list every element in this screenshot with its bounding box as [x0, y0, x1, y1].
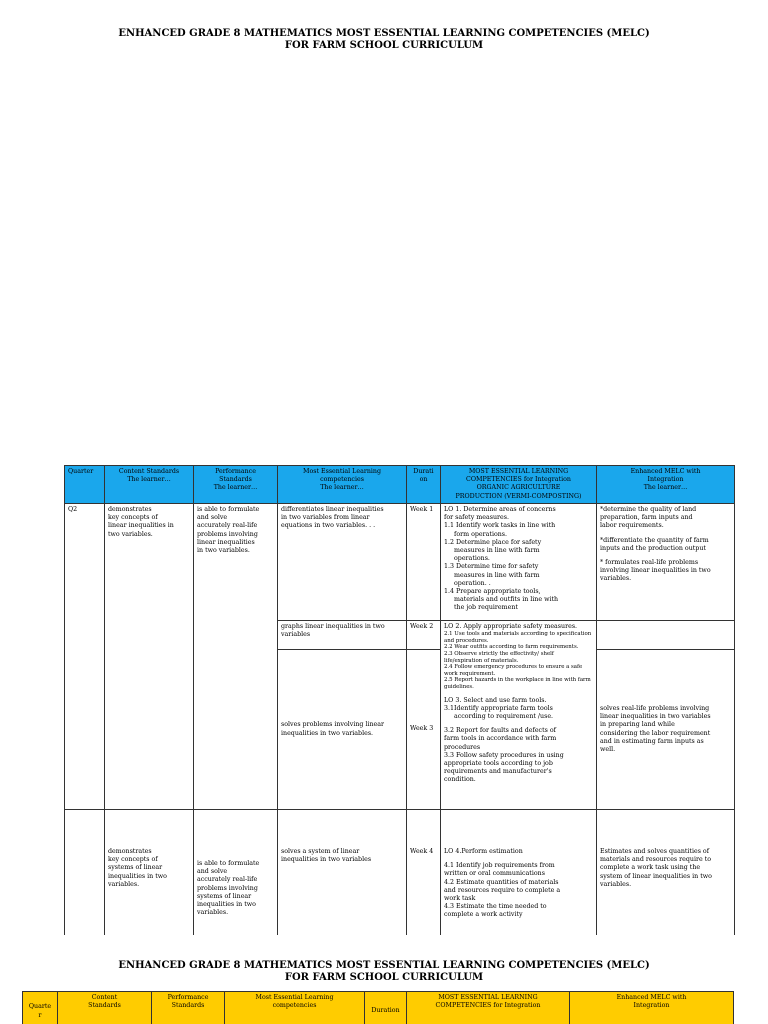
table-row — [65, 504, 735, 621]
performance-standards-cell: is able to formulate and solve accurately real-life problems involving linear inequalities in two variables. — [194, 504, 278, 810]
melc-table — [64, 465, 735, 935]
header-duration: Duration — [365, 992, 407, 1024]
header-quarter: Quarte r — [23, 992, 58, 1024]
duration-cell: Week 2 — [407, 621, 441, 650]
melc-cell: graphs linear inequalities in two variables — [278, 621, 407, 650]
table-row — [65, 810, 735, 936]
header-enhanced-melc: Enhanced MELC with Integration The learner… — [597, 466, 735, 504]
header-integration: MOST ESSENTIAL LEARNING COMPETENCIES for Integration ORGANIC AGRICULTURE PRODUCTION (VERMI-COMPOSTING) — [441, 466, 597, 504]
melc-table-page-2 — [22, 991, 734, 1024]
header-content-standards: Content Standards The learner… — [105, 466, 194, 504]
duration-cell: Week 3 — [407, 650, 441, 810]
enhanced-melc-cell: *determine the quality of land preparation, farm inputs and labor requirements. *differentiate the quantity of farm inputs and the production output * formulates real-life problems involving linear inequalities in two variables. — [597, 504, 735, 621]
title-line-2: FOR FARM SCHOOL CURRICULUM — [284, 40, 484, 51]
header-performance-standards: Performance Standards — [152, 992, 225, 1024]
title-line-1: ENHANCED GRADE 8 MATHEMATICS MOST ESSENTIAL LEARNING COMPETENCIES (MELC) — [118, 28, 650, 39]
header-melc: Most Essential Learning competencies — [225, 992, 365, 1024]
header-enhanced-melc: Enhanced MELC with Integration — [570, 992, 734, 1024]
duration-cell: Week 4 — [407, 810, 441, 936]
integration-cell-lo2-lo3: LO 2. Apply appropriate safety measures. 2.1 Use tools and materials according to specification and procedures. 2.2 Wear outfits according to farm requirements. 2.3 Observe strictly the effectivity/ shelf life/expiration of materials. 2.4 Follow emergency procedures to ensure a safe work requirement. 2.5 Report hazards in the workplace in line with farm guidelines. LO 3. Select and use farm tools. 3.1Identify appropriate farm tools according to requirement /use. 3.2 Report for faults and defects of farm tools in accordance with farm procedures 3.3 Follow safety procedures in using appropriate tools according to job requirements and manufacturer's condition. — [441, 621, 597, 810]
enhanced-melc-cell — [597, 621, 735, 650]
enhanced-melc-cell: Estimates and solves quantities of materials and resources require to complete a work task using the system of linear inequalities in two variables. — [597, 810, 735, 936]
header-quarter: Quarter — [65, 466, 105, 504]
content-standards-cell: demonstrates key concepts of linear inequalities in two variables. — [105, 504, 194, 810]
integration-cell-lo4: LO 4.Perform estimation 4.1 Identify job requirements from written or oral communications 4.2 Estimate quantities of materials and resources require to complete a work task 4.3 Estimate the time needed to complete a work activity — [441, 810, 597, 936]
performance-standards-cell: is able to formulate and solve accurately real-life problems involving systems of linear inequalities in two variables. — [194, 810, 278, 936]
header-integration: MOST ESSENTIAL LEARNING COMPETENCIES for Integration — [407, 992, 570, 1024]
enhanced-melc-cell: solves real-life problems involving linear inequalities in two variables in preparing land while considering the labor requirement and in estimating farm inputs as well. — [597, 650, 735, 810]
quarter-cell: Q2 — [65, 504, 105, 810]
header-melc: Most Essential Learning competencies The learner… — [278, 466, 407, 504]
duration-cell: Week 1 — [407, 504, 441, 621]
melc-cell: solves problems involving linear inequalities in two variables. — [278, 650, 407, 810]
melc-cell: solves a system of linear inequalities in two variables — [278, 810, 407, 936]
header-content-standards: Content Standards — [58, 992, 152, 1024]
header-performance-standards: Performance Standards The learner… — [194, 466, 278, 504]
header-duration: Durati on — [407, 466, 441, 504]
page-2-title-line-1: ENHANCED GRADE 8 MATHEMATICS MOST ESSENTIAL LEARNING COMPETENCIES (MELC) — [118, 960, 650, 971]
page-2-title — [0, 960, 768, 984]
melc-cell: differentiates linear inequalities in two variables from linear equations in two variables. . . — [278, 504, 407, 621]
integration-cell-lo1: LO 1. Determine areas of concerns for safety measures. 1.1 Identify work tasks in line with form operations. 1.2 Determine place for safety measures in line with farm operations. 1.3 Determine time for safety measures in line with farm operation. . 1.4 Prepare appropriate tools, materials and outfits in line with the job requirement — [441, 504, 597, 621]
table-header-row — [65, 466, 735, 504]
content-standards-cell: demonstrates key concepts of systems of linear inequalities in two variables. — [105, 810, 194, 936]
table-header-row — [23, 992, 734, 1024]
page-gap — [0, 935, 768, 947]
page-2-title-line-2: FOR FARM SCHOOL CURRICULUM — [284, 972, 484, 983]
quarter-cell — [65, 810, 105, 936]
document-title — [0, 28, 768, 52]
document-page-2 — [0, 947, 768, 1024]
